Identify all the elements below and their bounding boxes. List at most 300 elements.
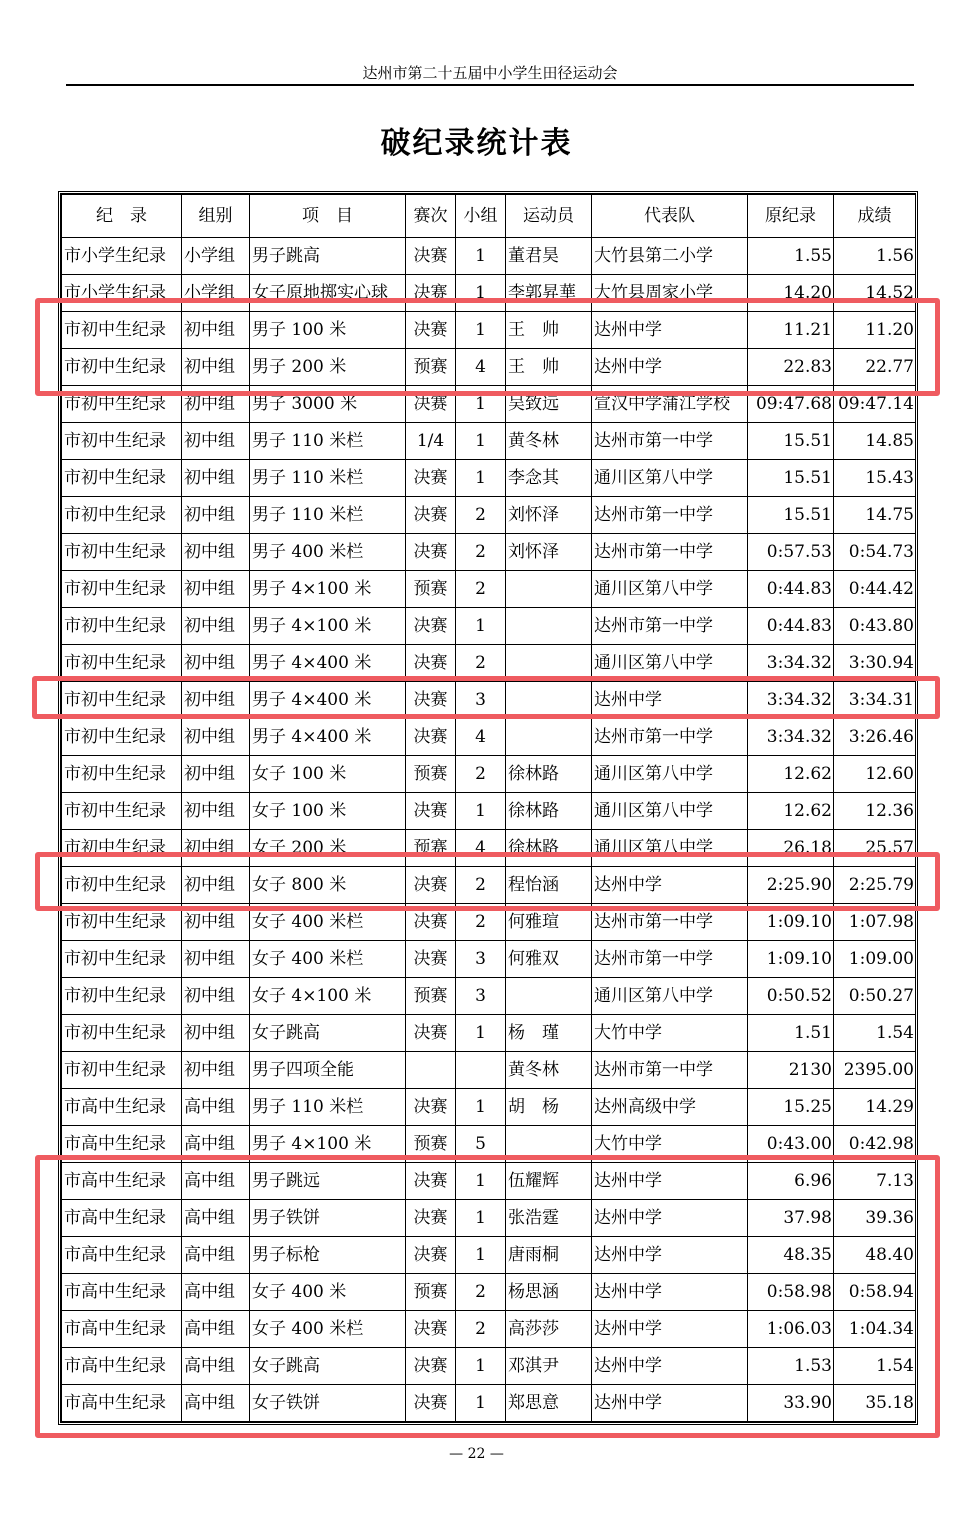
athlete-cell: 杨 瑾	[506, 1015, 592, 1052]
round-cell: 决赛	[406, 312, 456, 349]
athlete-cell	[506, 682, 592, 719]
team-cell: 达州中学	[592, 1311, 748, 1348]
old-record-cell: 48.35	[748, 1237, 834, 1274]
round-cell: 预赛	[406, 1274, 456, 1311]
team-cell: 大竹中学	[592, 1015, 748, 1052]
round-cell: 决赛	[406, 534, 456, 571]
table-row	[62, 867, 916, 904]
team-cell: 达州市第一中学	[592, 534, 748, 571]
table-row	[62, 312, 916, 349]
record-type-cell: 市高中生纪录	[62, 1311, 182, 1348]
round-cell: 决赛	[406, 386, 456, 423]
round-cell: 预赛	[406, 978, 456, 1015]
old-record-cell: 37.98	[748, 1200, 834, 1237]
team-cell: 通川区第八中学	[592, 460, 748, 497]
group-cell: 初中组	[182, 719, 250, 756]
round-cell: 决赛	[406, 1385, 456, 1422]
athlete-cell: 刘怀泽	[506, 534, 592, 571]
table-row	[62, 423, 916, 460]
group-cell: 初中组	[182, 534, 250, 571]
table-row	[62, 1089, 916, 1126]
old-record-cell: 26.18	[748, 830, 834, 867]
team-cell: 达州中学	[592, 349, 748, 386]
record-type-cell: 市初中生纪录	[62, 1015, 182, 1052]
heat-cell: 1	[456, 312, 506, 349]
result-cell: 48.40	[834, 1237, 916, 1274]
heat-cell: 2	[456, 756, 506, 793]
old-record-cell: 15.51	[748, 497, 834, 534]
group-cell: 初中组	[182, 608, 250, 645]
result-cell: 14.29	[834, 1089, 916, 1126]
group-cell: 初中组	[182, 1052, 250, 1089]
record-type-cell: 市初中生纪录	[62, 719, 182, 756]
team-cell: 通川区第八中学	[592, 830, 748, 867]
athlete-cell: 程怡涵	[506, 867, 592, 904]
round-cell: 决赛	[406, 682, 456, 719]
record-type-cell: 市高中生纪录	[62, 1163, 182, 1200]
group-cell: 初中组	[182, 941, 250, 978]
records-table	[61, 194, 916, 1422]
table-row	[62, 941, 916, 978]
round-cell: 决赛	[406, 1163, 456, 1200]
record-type-cell: 市初中生纪录	[62, 904, 182, 941]
result-cell: 1.54	[834, 1348, 916, 1385]
result-cell: 35.18	[834, 1385, 916, 1422]
team-cell: 达州中学	[592, 1385, 748, 1422]
record-type-cell: 市小学生纪录	[62, 238, 182, 275]
group-cell: 初中组	[182, 497, 250, 534]
round-cell: 决赛	[406, 1015, 456, 1052]
heat-cell: 5	[456, 1126, 506, 1163]
old-record-cell: 1.51	[748, 1015, 834, 1052]
event-cell: 女子 400 米栏	[250, 1311, 406, 1348]
heat-cell: 2	[456, 645, 506, 682]
record-type-cell: 市初中生纪录	[62, 645, 182, 682]
record-type-cell: 市初中生纪录	[62, 497, 182, 534]
old-record-cell: 12.62	[748, 793, 834, 830]
column-header: 赛次	[406, 195, 456, 238]
group-cell: 初中组	[182, 830, 250, 867]
event-cell: 男子 110 米栏	[250, 460, 406, 497]
team-cell: 通川区第八中学	[592, 793, 748, 830]
event-cell: 男子 4×100 米	[250, 1126, 406, 1163]
old-record-cell: 15.25	[748, 1089, 834, 1126]
result-cell: 1.54	[834, 1015, 916, 1052]
team-cell: 通川区第八中学	[592, 978, 748, 1015]
table-row	[62, 275, 916, 312]
athlete-cell	[506, 645, 592, 682]
team-cell: 达州高级中学	[592, 1089, 748, 1126]
event-cell: 女子铁饼	[250, 1385, 406, 1422]
old-record-cell: 15.51	[748, 423, 834, 460]
result-cell: 39.36	[834, 1200, 916, 1237]
event-cell: 男子 4×400 米	[250, 682, 406, 719]
event-cell: 男子 110 米栏	[250, 1089, 406, 1126]
record-type-cell: 市初中生纪录	[62, 978, 182, 1015]
record-type-cell: 市初中生纪录	[62, 682, 182, 719]
result-cell: 1:07.98	[834, 904, 916, 941]
event-cell: 男子 110 米栏	[250, 497, 406, 534]
group-cell: 初中组	[182, 460, 250, 497]
heat-cell: 1	[456, 1163, 506, 1200]
result-cell: 2395.00	[834, 1052, 916, 1089]
team-cell: 通川区第八中学	[592, 756, 748, 793]
column-header: 运动员	[506, 195, 592, 238]
table-row	[62, 1163, 916, 1200]
record-type-cell: 市初中生纪录	[62, 386, 182, 423]
result-cell: 3:30.94	[834, 645, 916, 682]
event-cell: 女子 200 米	[250, 830, 406, 867]
athlete-cell: 李念其	[506, 460, 592, 497]
team-cell: 达州中学	[592, 1200, 748, 1237]
group-cell: 初中组	[182, 1015, 250, 1052]
record-type-cell: 市初中生纪录	[62, 460, 182, 497]
athlete-cell: 徐林路	[506, 830, 592, 867]
athlete-cell: 董君昊	[506, 238, 592, 275]
athlete-cell: 高莎莎	[506, 1311, 592, 1348]
heat-cell: 1	[456, 1237, 506, 1274]
result-cell: 15.43	[834, 460, 916, 497]
team-cell: 达州市第一中学	[592, 941, 748, 978]
table-row	[62, 349, 916, 386]
table-row	[62, 904, 916, 941]
records-table-wrapper	[58, 191, 918, 1425]
team-cell: 大竹县第二小学	[592, 238, 748, 275]
round-cell: 决赛	[406, 1348, 456, 1385]
record-type-cell: 市初中生纪录	[62, 941, 182, 978]
record-type-cell: 市初中生纪录	[62, 312, 182, 349]
event-cell: 男子跳高	[250, 238, 406, 275]
table-row	[62, 978, 916, 1015]
result-cell: 0:50.27	[834, 978, 916, 1015]
record-type-cell: 市高中生纪录	[62, 1274, 182, 1311]
heat-cell: 1	[456, 1348, 506, 1385]
old-record-cell: 1.55	[748, 238, 834, 275]
page-header: 达州市第二十五届中小学生田径运动会	[66, 62, 914, 86]
team-cell: 达州市第一中学	[592, 1052, 748, 1089]
event-cell: 女子 400 米栏	[250, 904, 406, 941]
heat-cell: 1	[456, 608, 506, 645]
record-type-cell: 市初中生纪录	[62, 1052, 182, 1089]
group-cell: 高中组	[182, 1237, 250, 1274]
event-cell: 女子 100 米	[250, 793, 406, 830]
result-cell: 1:09.00	[834, 941, 916, 978]
team-cell: 达州中学	[592, 1348, 748, 1385]
column-header: 组别	[182, 195, 250, 238]
heat-cell: 1	[456, 275, 506, 312]
record-type-cell: 市高中生纪录	[62, 1348, 182, 1385]
heat-cell: 2	[456, 867, 506, 904]
heat-cell: 4	[456, 719, 506, 756]
athlete-cell: 胡 杨	[506, 1089, 592, 1126]
result-cell: 22.77	[834, 349, 916, 386]
group-cell: 小学组	[182, 238, 250, 275]
event-cell: 男子 4×100 米	[250, 571, 406, 608]
result-cell: 11.20	[834, 312, 916, 349]
table-row	[62, 793, 916, 830]
result-cell: 14.85	[834, 423, 916, 460]
old-record-cell: 3:34.32	[748, 719, 834, 756]
round-cell: 决赛	[406, 1200, 456, 1237]
page-number: — 22 —	[449, 1446, 504, 1462]
table-row	[62, 719, 916, 756]
athlete-cell: 吴致远	[506, 386, 592, 423]
table-row	[62, 386, 916, 423]
heat-cell: 1	[456, 386, 506, 423]
heat-cell: 1	[456, 423, 506, 460]
heat-cell: 1	[456, 238, 506, 275]
team-cell: 达州市第一中学	[592, 497, 748, 534]
round-cell: 预赛	[406, 830, 456, 867]
record-type-cell: 市初中生纪录	[62, 349, 182, 386]
round-cell: 预赛	[406, 349, 456, 386]
old-record-cell: 1.53	[748, 1348, 834, 1385]
event-cell: 男子 400 米栏	[250, 534, 406, 571]
round-cell: 决赛	[406, 1237, 456, 1274]
athlete-cell: 黄冬林	[506, 423, 592, 460]
event-cell: 男子 200 米	[250, 349, 406, 386]
table-row	[62, 1200, 916, 1237]
round-cell: 决赛	[406, 904, 456, 941]
table-row	[62, 1015, 916, 1052]
old-record-cell: 0:44.83	[748, 571, 834, 608]
team-cell: 大竹中学	[592, 1126, 748, 1163]
group-cell: 高中组	[182, 1311, 250, 1348]
athlete-cell: 郑思意	[506, 1385, 592, 1422]
old-record-cell: 14.20	[748, 275, 834, 312]
group-cell: 高中组	[182, 1126, 250, 1163]
column-header: 成绩	[834, 195, 916, 238]
column-header: 原纪录	[748, 195, 834, 238]
table-row	[62, 460, 916, 497]
round-cell: 预赛	[406, 756, 456, 793]
table-row	[62, 830, 916, 867]
group-cell: 高中组	[182, 1163, 250, 1200]
result-cell: 0:58.94	[834, 1274, 916, 1311]
old-record-cell: 12.62	[748, 756, 834, 793]
round-cell: 决赛	[406, 608, 456, 645]
result-cell: 12.60	[834, 756, 916, 793]
event-cell: 男子四项全能	[250, 1052, 406, 1089]
result-cell: 3:34.31	[834, 682, 916, 719]
round-cell: 决赛	[406, 1089, 456, 1126]
old-record-cell: 2130	[748, 1052, 834, 1089]
table-row	[62, 534, 916, 571]
column-header: 项 目	[250, 195, 406, 238]
athlete-cell	[506, 1126, 592, 1163]
heat-cell: 2	[456, 1274, 506, 1311]
heat-cell: 3	[456, 941, 506, 978]
column-header: 纪 录	[62, 195, 182, 238]
group-cell: 初中组	[182, 423, 250, 460]
result-cell: 0:42.98	[834, 1126, 916, 1163]
result-cell: 7.13	[834, 1163, 916, 1200]
heat-cell: 2	[456, 1311, 506, 1348]
record-type-cell: 市初中生纪录	[62, 830, 182, 867]
old-record-cell: 0:44.83	[748, 608, 834, 645]
round-cell: 决赛	[406, 793, 456, 830]
group-cell: 高中组	[182, 1274, 250, 1311]
athlete-cell: 徐林路	[506, 793, 592, 830]
record-type-cell: 市高中生纪录	[62, 1385, 182, 1422]
record-type-cell: 市高中生纪录	[62, 1200, 182, 1237]
team-cell: 宣汉中学蒲江学校	[592, 386, 748, 423]
athlete-cell: 徐林路	[506, 756, 592, 793]
record-type-cell: 市高中生纪录	[62, 1126, 182, 1163]
record-type-cell: 市初中生纪录	[62, 793, 182, 830]
old-record-cell: 1:06.03	[748, 1311, 834, 1348]
round-cell: 决赛	[406, 645, 456, 682]
heat-cell	[456, 1052, 506, 1089]
event-cell: 女子 400 米栏	[250, 941, 406, 978]
group-cell: 初中组	[182, 904, 250, 941]
old-record-cell: 0:50.52	[748, 978, 834, 1015]
event-cell: 男子标枪	[250, 1237, 406, 1274]
round-cell	[406, 1052, 456, 1089]
team-cell: 达州中学	[592, 1237, 748, 1274]
team-cell: 达州中学	[592, 312, 748, 349]
athlete-cell	[506, 608, 592, 645]
event-cell: 男子跳远	[250, 1163, 406, 1200]
athlete-cell	[506, 719, 592, 756]
group-cell: 初中组	[182, 645, 250, 682]
table-header-row	[62, 195, 916, 238]
heat-cell: 1	[456, 1385, 506, 1422]
event-cell: 女子跳高	[250, 1015, 406, 1052]
page-title: 破纪录统计表	[380, 126, 573, 161]
athlete-cell: 刘怀泽	[506, 497, 592, 534]
group-cell: 初中组	[182, 867, 250, 904]
old-record-cell: 0:43.00	[748, 1126, 834, 1163]
athlete-cell: 李郭昇華	[506, 275, 592, 312]
athlete-cell: 何雅双	[506, 941, 592, 978]
table-row	[62, 682, 916, 719]
team-cell: 大竹县周家小学	[592, 275, 748, 312]
team-cell: 达州市第一中学	[592, 608, 748, 645]
event-cell: 男子 4×400 米	[250, 645, 406, 682]
result-cell: 12.36	[834, 793, 916, 830]
record-type-cell: 市初中生纪录	[62, 608, 182, 645]
group-cell: 初中组	[182, 793, 250, 830]
group-cell: 初中组	[182, 978, 250, 1015]
event-cell: 男子铁饼	[250, 1200, 406, 1237]
result-cell: 2:25.79	[834, 867, 916, 904]
group-cell: 高中组	[182, 1348, 250, 1385]
event-cell: 女子原地掷实心球	[250, 275, 406, 312]
table-row	[62, 1052, 916, 1089]
event-cell: 男子 4×400 米	[250, 719, 406, 756]
table-body	[62, 238, 916, 1422]
old-record-cell: 3:34.32	[748, 645, 834, 682]
table-row	[62, 238, 916, 275]
group-cell: 初中组	[182, 349, 250, 386]
record-type-cell: 市高中生纪录	[62, 1089, 182, 1126]
result-cell: 0:43.80	[834, 608, 916, 645]
athlete-cell: 何雅瑄	[506, 904, 592, 941]
old-record-cell: 1:09.10	[748, 941, 834, 978]
result-cell: 3:26.46	[834, 719, 916, 756]
old-record-cell: 3:34.32	[748, 682, 834, 719]
round-cell: 决赛	[406, 1311, 456, 1348]
event-cell: 女子 100 米	[250, 756, 406, 793]
athlete-cell: 唐雨桐	[506, 1237, 592, 1274]
round-cell: 1/4	[406, 423, 456, 460]
group-cell: 高中组	[182, 1200, 250, 1237]
table-row	[62, 1348, 916, 1385]
team-cell: 通川区第八中学	[592, 645, 748, 682]
athlete-cell: 黄冬林	[506, 1052, 592, 1089]
event-cell: 男子 100 米	[250, 312, 406, 349]
result-cell: 14.75	[834, 497, 916, 534]
round-cell: 决赛	[406, 867, 456, 904]
record-type-cell: 市初中生纪录	[62, 756, 182, 793]
old-record-cell: 22.83	[748, 349, 834, 386]
old-record-cell: 2:25.90	[748, 867, 834, 904]
table-row	[62, 1237, 916, 1274]
result-cell: 09:47.14	[834, 386, 916, 423]
event-cell: 男子 3000 米	[250, 386, 406, 423]
event-cell: 女子跳高	[250, 1348, 406, 1385]
athlete-cell	[506, 978, 592, 1015]
round-cell: 决赛	[406, 719, 456, 756]
team-cell: 达州中学	[592, 1163, 748, 1200]
group-cell: 初中组	[182, 312, 250, 349]
athlete-cell	[506, 571, 592, 608]
result-cell: 0:54.73	[834, 534, 916, 571]
record-type-cell: 市初中生纪录	[62, 867, 182, 904]
heat-cell: 2	[456, 904, 506, 941]
heat-cell: 1	[456, 1200, 506, 1237]
heat-cell: 1	[456, 1015, 506, 1052]
table-row	[62, 1385, 916, 1422]
event-cell: 女子 400 米	[250, 1274, 406, 1311]
event-cell: 男子 110 米栏	[250, 423, 406, 460]
table-row	[62, 1274, 916, 1311]
athlete-cell: 伍耀辉	[506, 1163, 592, 1200]
round-cell: 预赛	[406, 571, 456, 608]
old-record-cell: 6.96	[748, 1163, 834, 1200]
team-cell: 达州市第一中学	[592, 904, 748, 941]
athlete-cell: 王 帅	[506, 312, 592, 349]
table-row	[62, 497, 916, 534]
athlete-cell: 邓淇尹	[506, 1348, 592, 1385]
column-header: 小组	[456, 195, 506, 238]
event-cell: 女子 4×100 米	[250, 978, 406, 1015]
result-cell: 14.52	[834, 275, 916, 312]
team-cell: 通川区第八中学	[592, 571, 748, 608]
record-type-cell: 市初中生纪录	[62, 423, 182, 460]
round-cell: 决赛	[406, 941, 456, 978]
record-type-cell: 市初中生纪录	[62, 534, 182, 571]
result-cell: 1.56	[834, 238, 916, 275]
heat-cell: 2	[456, 571, 506, 608]
heat-cell: 1	[456, 793, 506, 830]
old-record-cell: 33.90	[748, 1385, 834, 1422]
round-cell: 决赛	[406, 275, 456, 312]
team-cell: 达州中学	[592, 1274, 748, 1311]
round-cell: 决赛	[406, 238, 456, 275]
round-cell: 决赛	[406, 460, 456, 497]
heat-cell: 1	[456, 460, 506, 497]
heat-cell: 3	[456, 978, 506, 1015]
record-type-cell: 市小学生纪录	[62, 275, 182, 312]
old-record-cell: 0:58.98	[748, 1274, 834, 1311]
team-cell: 达州中学	[592, 682, 748, 719]
group-cell: 初中组	[182, 682, 250, 719]
record-type-cell: 市高中生纪录	[62, 1237, 182, 1274]
round-cell: 决赛	[406, 497, 456, 534]
heat-cell: 4	[456, 830, 506, 867]
